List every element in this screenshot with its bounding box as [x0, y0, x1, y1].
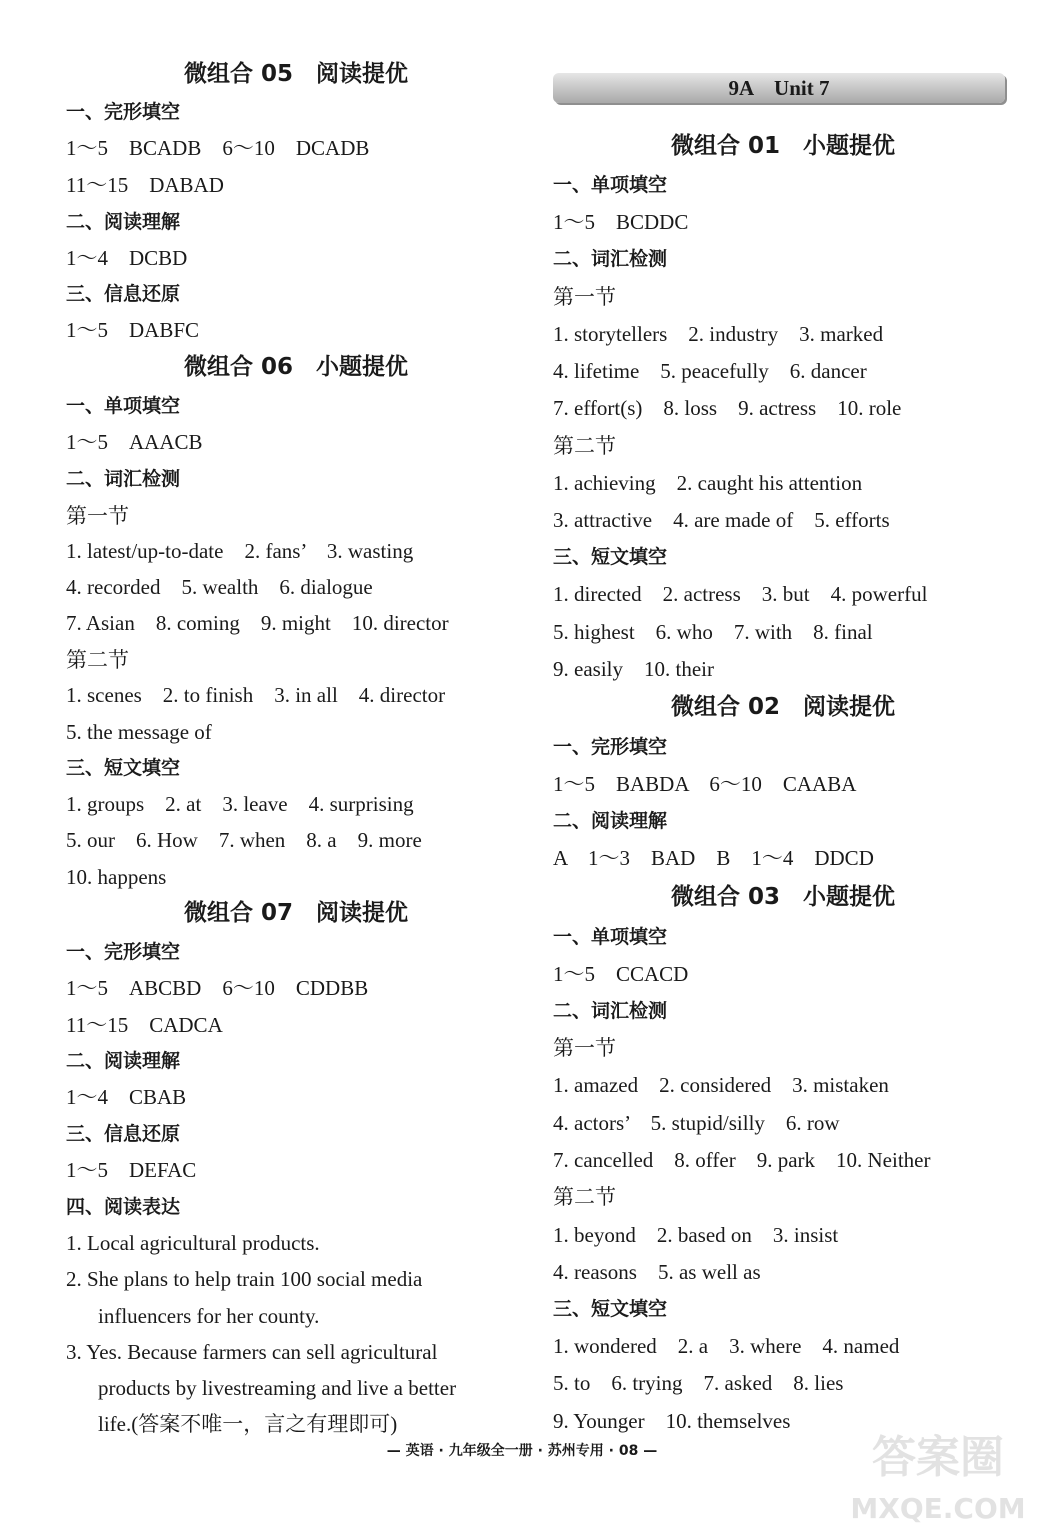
answer-line: 1～5 CCACD [553, 962, 689, 986]
answer-line: 2. She plans to help train 100 social media [66, 1267, 423, 1291]
section-heading: 一、单项填空 [66, 395, 181, 417]
section-heading: 一、完形填空 [66, 101, 181, 123]
section-heading: 一、单项填空 [553, 926, 668, 948]
group-02-title: 微组合 02 阅读提优 [670, 694, 895, 720]
section-heading: 一、单项填空 [553, 174, 668, 196]
section-heading: 三、信息还原 [66, 283, 181, 305]
group-03-title: 微组合 03 小题提优 [670, 884, 895, 910]
part-label: 第一节 [553, 1036, 616, 1060]
answer-line: 1～5 DEFAC [66, 1158, 197, 1182]
answer-line: 1. achieving 2. caught his attention [553, 471, 863, 495]
answer-line: 1～4 DCBD [66, 246, 188, 270]
answer-line: 1. wondered 2. a 3. where 4. named [553, 1334, 900, 1358]
answer-line: influencers for her county. [98, 1304, 320, 1328]
group-05-title: 微组合 05 阅读提优 [183, 61, 408, 87]
answer-line: 7. Asian 8. coming 9. might 10. director [66, 611, 449, 635]
section-heading: 四、阅读表达 [66, 1196, 181, 1218]
group-01-title: 微组合 01 小题提优 [670, 133, 895, 159]
section-heading: 三、短文填空 [66, 757, 181, 779]
answer-line: 5. to 6. trying 7. asked 8. lies [553, 1371, 844, 1395]
answer-line: 1. directed 2. actress 3. but 4. powerful [553, 582, 928, 606]
answer-line: life.(答案不唯一，言之有理即可) [98, 1412, 398, 1436]
section-heading: 一、完形填空 [553, 736, 668, 758]
answer-line: 10. happens [66, 865, 167, 889]
group-07-title: 微组合 07 阅读提优 [183, 900, 408, 926]
answer-line: products by livestreaming and live a better [98, 1376, 457, 1400]
watermark-text-bottom: MXQE.COM [850, 1492, 1026, 1525]
page-footer: — 英语 · 九年级全一册 · 苏州专用 · 08 — [386, 1443, 658, 1459]
unit-banner: 9A Unit 7 [553, 73, 1005, 103]
answer-line: 11～15 DABAD [66, 173, 224, 197]
section-heading: 三、短文填空 [553, 1298, 668, 1320]
section-heading: 三、短文填空 [553, 546, 668, 568]
part-label: 第二节 [553, 434, 616, 458]
answer-line: 1. Local agricultural products. [66, 1231, 320, 1255]
answer-line: 1～5 BCADB 6～10 DCADB [66, 136, 370, 160]
answer-line: 11～15 CADCA [66, 1013, 223, 1037]
part-label: 第二节 [66, 648, 129, 672]
answer-line: 7. cancelled 8. offer 9. park 10. Neither [553, 1148, 931, 1172]
section-heading: 二、阅读理解 [66, 211, 181, 233]
part-label: 第二节 [553, 1185, 616, 1209]
answer-line: 1. scenes 2. to finish 3. in all 4. director [66, 683, 446, 707]
section-heading: 一、完形填空 [66, 941, 181, 963]
answer-line: 5. our 6. How 7. when 8. a 9. more [66, 828, 422, 852]
answer-line: 1～4 CBAB [66, 1085, 187, 1109]
section-heading: 二、词汇检测 [66, 468, 181, 490]
answer-line: 1. groups 2. at 3. leave 4. surprising [66, 792, 414, 816]
answer-line: 1～5 ABCBD 6～10 CDDBB [66, 976, 369, 1000]
section-heading: 三、信息还原 [66, 1123, 181, 1145]
answer-line: 1～5 BABDA 6～10 CAABA [553, 772, 857, 796]
watermark-logo [838, 1420, 1038, 1530]
watermark-text-top: 答案圈 [872, 1432, 1004, 1483]
answer-line: 1. amazed 2. considered 3. mistaken [553, 1073, 889, 1097]
answer-line: 4. recorded 5. wealth 6. dialogue [66, 575, 373, 599]
section-heading: 二、阅读理解 [66, 1050, 181, 1072]
section-heading: 二、阅读理解 [553, 810, 668, 832]
answer-line: 7. effort(s) 8. loss 9. actress 10. role [553, 396, 902, 420]
part-label: 第一节 [66, 504, 129, 528]
answer-line: 1. latest/up-to-date 2. fans’ 3. wasting [66, 539, 414, 563]
answer-line: 9. easily 10. their [553, 657, 714, 681]
answer-line: 4. reasons 5. as well as [553, 1260, 761, 1284]
answer-line: 1～5 AAACB [66, 430, 203, 454]
answer-line: A 1～3 BAD B 1～4 DDCD [553, 846, 874, 870]
answer-line: 5. the message of [66, 720, 212, 744]
answer-line: 5. highest 6. who 7. with 8. final [553, 620, 873, 644]
answer-line: 9. Younger 10. themselves [553, 1409, 791, 1433]
section-heading: 二、词汇检测 [553, 248, 668, 270]
answer-line: 1～5 DABFC [66, 318, 200, 342]
answer-line: 3. attractive 4. are made of 5. efforts [553, 508, 890, 532]
answer-line: 1. storytellers 2. industry 3. marked [553, 322, 884, 346]
answer-line: 1. beyond 2. based on 3. insist [553, 1223, 839, 1247]
answer-line: 4. actors’ 5. stupid/silly 6. row [553, 1111, 840, 1135]
answer-line: 4. lifetime 5. peacefully 6. dancer [553, 359, 867, 383]
group-06-title: 微组合 06 小题提优 [183, 354, 408, 380]
answer-line: 3. Yes. Because farmers can sell agricultural [66, 1340, 438, 1364]
section-heading: 二、词汇检测 [553, 1000, 668, 1022]
part-label: 第一节 [553, 285, 616, 309]
answer-line: 1～5 BCDDC [553, 210, 689, 234]
